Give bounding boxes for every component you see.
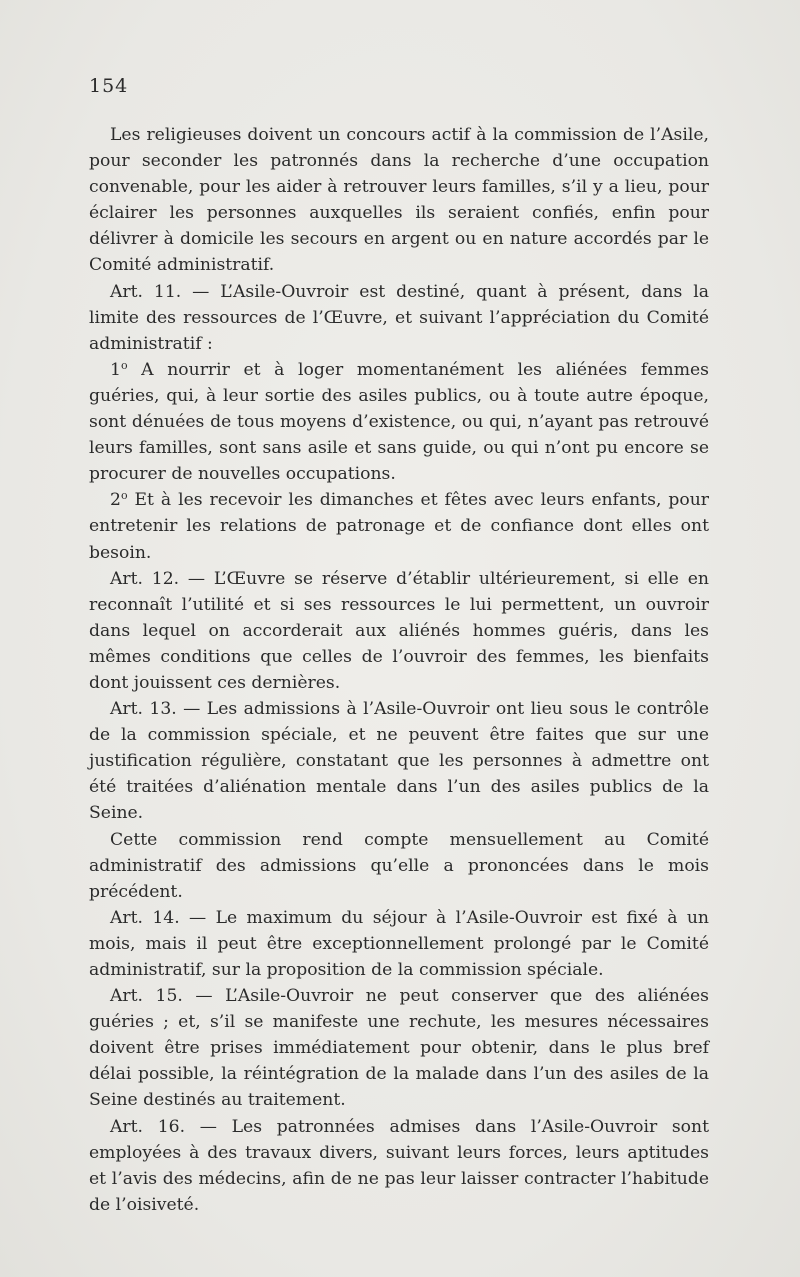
- item-2-ordinal: o: [120, 489, 128, 503]
- paragraph-article-11: Art. 11. — L’Asile-Ouvroir est destiné, quant à présent, dans la limite des ressources de l’Œuvre, et suivant l’appréciation du Comité administratif :: [89, 281, 709, 354]
- paragraph-article-13: Art. 13. — Les admissions à l’Asile-Ouvroir ont lieu sous le contrôle de la commission spéciale, et ne peuvent être faites que sur une justification régulière, constatant que les personnes à admettre ont été traitées d’aliénation mentale dans l’un des asiles publics de la Seine.: [89, 699, 709, 824]
- paragraph-article-14: Art. 14. — Le maximum du séjour à l’Asile-Ouvroir est fixé à un mois, mais il peut être exceptionnellement prolongé par le Comité administratif, sur la proposition de la commission spéciale.: [89, 907, 709, 980]
- item-1-ordinal: o: [120, 358, 128, 372]
- body-text: [89, 122, 709, 1218]
- paragraph-article-16: Art. 16. — Les patronnées admises dans l’Asile-Ouvroir sont employées à des travaux divers, suivant leurs forces, leurs aptitudes et l’avis des médecins, afin de ne pas leur laisser contracter l’habitude de l’oisiveté.: [89, 1116, 709, 1215]
- paragraph-article-15: Art. 15. — L’Asile-Ouvroir ne peut conserver que des aliénées guéries ; et, s’il se manifeste une rechute, les mesures nécessaires doivent être prises immédiatement pour obtenir, dans le plus bref délai possible, la réintégration de la malade dans l’un des asiles de la Seine destinés au traitement.: [89, 986, 709, 1111]
- page-number: 154: [89, 75, 129, 97]
- paragraph-religieuses: Les religieuses doivent un concours actif à la commission de l’Asile, pour seconder les patronnés dans la recherche d’une occupation convenable, pour les aider à retrouver leurs familles, s’il y a lieu, pour éclairer les personnes auxquelles ils seraient confiés, enfin pour délivrer à domicile les secours en argent ou en nature accordés par le Comité administratif.: [89, 125, 709, 276]
- item-2-text: Et à les recevoir les dimanches et fêtes avec leurs enfants, pour entretenir les relations de patronage et de confiance dont elles ont besoin.: [89, 490, 709, 563]
- item-1-text: A nourrir et à loger momentanément les aliénées femmes guéries, qui, à leur sortie des asiles publics, ou à toute autre époque, sont dénuées de tous moyens d’existence, ou qui, n’ayant pas retrouvé leurs familles, sont sans asile et sans guide, ou qui n’ont pu encore se procurer de nouvelles occupations.: [89, 359, 709, 485]
- item-1-number: 1: [110, 359, 121, 380]
- item-2-number: 2: [110, 490, 121, 511]
- paragraph-item-2: [89, 487, 709, 565]
- paragraph-item-1: [89, 357, 709, 487]
- paragraph-article-12: Art. 12. — L’Œuvre se réserve d’établir ultérieurement, si elle en reconnaît l’utilité et si ses ressources le lui permettent, un ouvroir dans lequel on accorderait aux aliénés hommes guéris, dans les mêmes conditions que celles de l’ouvroir des femmes, les bienfaits dont jouissent ces dernières.: [89, 568, 709, 693]
- paragraph-commission: Cette commission rend compte mensuellement au Comité administratif des admissions qu’elle a prononcées dans le mois précédent.: [89, 829, 709, 902]
